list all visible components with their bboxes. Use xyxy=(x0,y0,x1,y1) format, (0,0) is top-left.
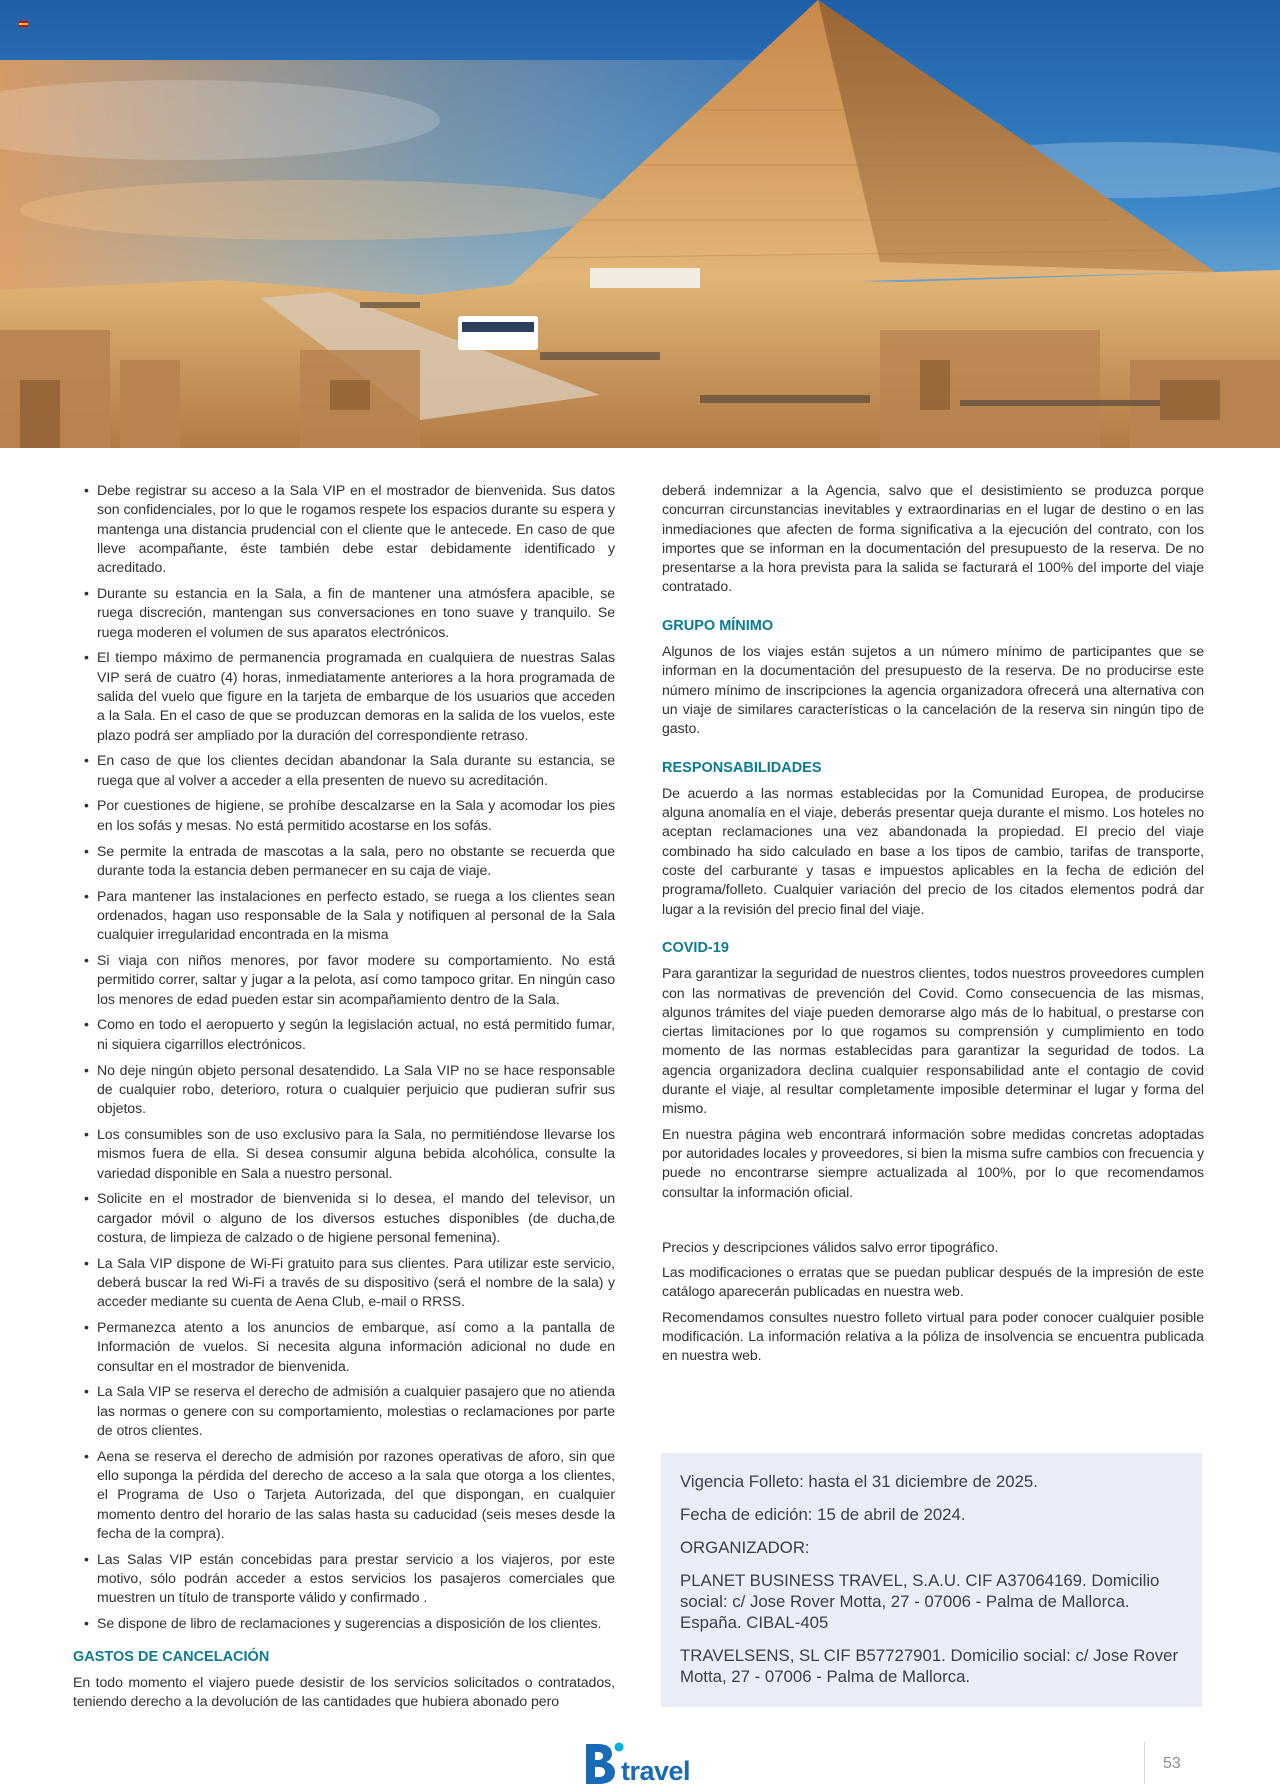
responsabilidades-heading: RESPONSABILIDADES xyxy=(662,759,822,776)
pyramid-photo-icon xyxy=(0,0,1280,448)
rule-item: • Aena se reserva el derecho de admisión por razones operativas de aforo, sin que ello suponga la pérdida del derecho de acceso a la sala que otorga a los clientes, el Programa de Uso o Tarjeta Autorizada, del que dispongan, en cualquier momento dentro del horario de las salas hasta su caducidad (seis meses desde la fecha de la compra). xyxy=(73,1447,615,1543)
covid-text: Para garantizar la seguridad de nuestros clientes, todos nuestros proveedores cumplen con las normativas de prevención del Covid. Como consecuencia de las mismas, algunos trámites del viaje pueden demorarse algo más de lo habitual, o prestarse con ciertas limitaciones por lo que rogamos su comprensión y cumplimiento en todo momento de las normas establecidas para garantizar la seguridad de todos. La agencia organizadora declina cualquier responsabilidad ante el contagio de covid durante el viaje, al resultar completamente imposible determinar el lugar y forma del mismo. xyxy=(662,965,1204,1117)
organizer-1: PLANET BUSINESS TRAVEL, S.A.U. CIF A37064169. Domicilio social: c/ Jose Rover Motta, 27 - 07006 - Palma de Mallorca. España. CIBAL-405 xyxy=(680,1571,1160,1632)
rule-item: • Por cuestiones de higiene, se prohíbe descalzarse en la Sala y acomodar los pies en los sofás y mesas. No está permitido acostarse en los sofás. xyxy=(73,796,615,835)
cancel-heading: GASTOS DE CANCELACIÓN xyxy=(73,1648,270,1665)
notes xyxy=(662,1238,1204,1366)
organizer-info-box xyxy=(661,1453,1202,1707)
grupo-minimo-text: Algunos de los viajes están sujetos a un número mínimo de participantes que se informan en la documentación del presupuesto de la reserva. De no producirse este número mínimo de inscripciones la agencia organizadora ofrecerá una alternativa con un viaje de similares características o la cancelación de la reserva sin ningún tipo de gasto. xyxy=(662,643,1204,737)
rule-item: • Si viaja con niños menores, por favor modere su comportamiento. No está permitido correr, saltar y jugar a la pelota, así como tampoco gritar. En ningún caso los menores de edad pueden estar sin acompañamiento dentro de la Sala. xyxy=(73,951,615,1009)
cancel-continuation: deberá indemnizar a la Agencia, salvo que el desistimiento se produzca porque concurran circunstancias inevitables y extraordinarias en el lugar de destino o en las inmediaciones que afecten de forma significativa a la ejecución del contrato, con los importes que se informan en la documentación del presupuesto de la reserva. De no presentarse a la hora prevista para la salida se facturará el 100% del importe del viaje contratado. xyxy=(662,482,1204,595)
rule-item: • Permanezca atento a los anuncios de embarque, así como a la pantalla de Información de vuelos. Si necesita alguna información adicional no dude en consultar en el mostrador de bienvenida. xyxy=(73,1318,615,1376)
note: Recomendamos consultes nuestro folleto virtual para poder conocer cualquier posible modificación. La información relativa a la póliza de insolvencia se encuentra publicada en nuestra web. xyxy=(662,1308,1204,1364)
rule-item: • Para mantener las instalaciones en perfecto estado, se ruega a los clientes sean ordenados, hagan uso responsable de la Sala y notifiquen al personal de la Sala cualquier irregularidad encontrada en la misma xyxy=(73,887,615,945)
brand-name: travel xyxy=(621,1756,691,1786)
rule-item: • Las Salas VIP están concebidas para prestar servicio a los viajeros, por este motivo, sólo podrán acceder a estos servicios los pasajeros comerciales que muestren un título de transporte válido y confirmado . xyxy=(73,1550,615,1608)
note: Las modificaciones o erratas que se puedan publicar después de la impresión de este catálogo aparecerán publicadas en nuestra web. xyxy=(662,1264,1204,1300)
rule-item: • No deje ningún objeto personal desatendido. La Sala VIP no se hace responsable de cualquier robo, deterioro, rotura o cualquier perjuicio que pudieran sufrir sus objetos. xyxy=(73,1061,615,1119)
cancel-text: En todo momento el viajero puede desistir de los servicios solicitados o contratados, teniendo derecho a la devolución de las cantidades que hubiera abonado pero xyxy=(73,1673,615,1710)
organizador-label: ORGANIZADOR: xyxy=(680,1538,810,1557)
covid-text: En nuestra página web encontrará información sobre medidas concretas adoptadas por autoridades locales y proveedores, si bien la misma sufre cambios con frecuencia y puede no encontrarse siempre actualizada al 100%, por lo que recomendamos consultar la información oficial. xyxy=(662,1125,1204,1200)
edicion-text: Fecha de edición: 15 de abril de 2024. xyxy=(680,1505,966,1524)
grupo-minimo-heading: GRUPO MÍNIMO xyxy=(662,617,774,634)
rule-item: • La Sala VIP se reserva el derecho de admisión a cualquier pasajero que no atienda las normas o genere con su comportamiento, molestias o reclamaciones por parte de otros clientes. xyxy=(73,1382,615,1440)
rule-item: • En caso de que los clientes decidan abandonar la Sala durante su estancia, se ruega que al volver a acceder a ella presenten de nuevo su acreditación. xyxy=(73,751,615,790)
right-column xyxy=(662,481,1204,1372)
rule-item: • La Sala VIP dispone de Wi-Fi gratuito para sus clientes. Para utilizar este servicio, deberá buscar la red Wi-Fi a través de su dispositivo (será el nombre de la sala) y acceder mediante su cuenta de Aena Club, e-mail o RRSS. xyxy=(73,1254,615,1312)
rule-item: • Como en todo el aeropuerto y según la legislación actual, no está permitido fumar, ni siquiera cigarrillos electrónicos. xyxy=(73,1015,615,1054)
b-travel-logo-icon xyxy=(584,1740,624,1786)
rule-item: • Durante su estancia en la Sala, a fin de mantener una atmósfera apacible, se ruega discreción, mantengan sus conversaciones en tono suave y tranquilo. Se ruega moderen el volumen de sus aparatos electrónicos. xyxy=(73,584,615,642)
vip-lounge-rules xyxy=(73,481,615,1634)
rule-item: • Se dispone de libro de reclamaciones y sugerencias a disposición de los clientes. xyxy=(73,1614,615,1633)
left-column xyxy=(73,481,615,1717)
note: Precios y descripciones válidos salvo error tipográfico. xyxy=(662,1238,999,1255)
spain-flag-icon xyxy=(19,21,28,27)
vigencia-text: Vigencia Folleto: hasta el 31 diciembre de 2025. xyxy=(680,1472,1038,1491)
rule-item: • Se permite la entrada de mascotas a la sala, pero no obstante se recuerda que durante toda la estancia deben permanecer en su caja de viaje. xyxy=(73,842,615,881)
rule-item: • Solicite en el mostrador de bienvenida si lo desea, el mando del televisor, un cargador móvil o alguno de los diversos estuches disponibles (de ducha,de costura, de limpieza de calzado o de higiene personal femenina). xyxy=(73,1189,615,1247)
footer-divider xyxy=(1144,1742,1145,1784)
rule-item: • El tiempo máximo de permanencia programada en cualquiera de nuestras Salas VIP será de cuatro (4) horas, inmediatamente anteriores a la hora programada de salida del vuelo que figure en la tarjeta de embarque de los usuarios que acceden a la Sala. En el caso de que se produzcan demoras en la salida de los vuelos, este plazo podrá ser ampliado por la duración del correspondiente retraso. xyxy=(73,648,615,744)
organizer-2: TRAVELSENS, SL CIF B57727901. Domicilio social: c/ Jose Rover Motta, 27 - 07006 - Palma de Mallorca. xyxy=(680,1646,1179,1686)
rule-item: • Los consumibles son de uso exclusivo para la Sala, no permitiéndose llevarse los mismos fuera de ella. Si desea consumir alguna bebida alcohólica, consulte la variedad disponible en Sala a nuestro personal. xyxy=(73,1125,615,1183)
responsabilidades-text: De acuerdo a las normas establecidas por la Comunidad Europea, de producirse alguna anomalía en el viaje, deberás presentar queja durante el mismo. Los hoteles no aceptan reclamaciones una vez abandonada la propiedad. El precio del viaje combinado ha sido calculado en base a los tipos de cambio, tarifas de transporte, coste del carburante y tasas e impuestos aplicables en la fecha de edición del programa/folleto. Cualquier variación del precio de los citados elementos podrá dar lugar a la revisión del precio final del viaje. xyxy=(662,784,1204,917)
covid-heading: COVID-19 xyxy=(662,939,729,956)
b-travel-logo[interactable] xyxy=(584,1740,704,1786)
hero-image xyxy=(0,0,1280,448)
rule-item: • Debe registrar su acceso a la Sala VIP en el mostrador de bienvenida. Sus datos son confidenciales, por lo que le rogamos respete los espacios durante su espera y mantenga una distancia prudencial con el cliente que le antecede. En caso de que lleve acompañante, éste también debe estar debidamente identificado y acreditado. xyxy=(73,481,615,577)
page-number: 53 xyxy=(1163,1755,1181,1772)
